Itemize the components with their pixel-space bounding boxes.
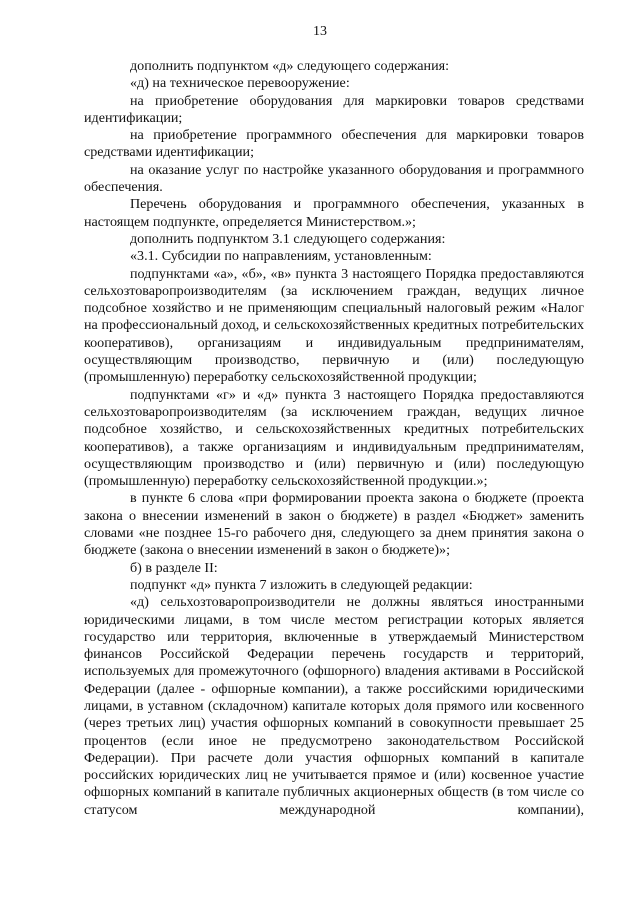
page-number: 13 — [313, 24, 327, 39]
paragraph-technical-reequipment: «д) на техническое перевооружение: — [130, 75, 350, 92]
paragraph-subpoint-d-point-7: подпункт «д» пункта 7 изложить в следующей редакции: — [130, 576, 473, 593]
paragraph-section-ii: б) в разделе II: — [130, 559, 218, 576]
paragraph-add-subpoint-d: дополнить подпунктом «д» следующего содержания: — [130, 58, 450, 74]
paragraph-offshore-companies: «д) сельхозтоваропроизводители не должны являться иностранными юридическими лицами, в том числе местом регистрации которых является государство или территория, включенные в утверждаемый Министерством финансов Российской Федерации перечень государств и территорий, используемых для промежуточного (офшорного) владения активами в Российской Федерации (далее - офшорные компании), а также российскими юридическими лицами, в уставном (складочном) капитале которых доля прямого или косвенного (через третьих лиц) участия офшорных компаний в совокупности превышает 25 процентов (если иное не предусмотрено законодательством Российской Федерации). При расчете доли участия офшорных компаний в капитале российских юридических лиц не учитывается прямое и (или) косвенное участие офшорных компаний в капитале публичных акционерных обществ (в том числе со статусом международной компании), — [84, 594, 584, 818]
paragraph-point-6: в пункте 6 слова «при формировании проекта закона о бюджете (проекта закона о внесении изменений в закон о бюджете) в раздел «Бюджет» заменить словами «не позднее 15-го рабочего дня, следующего за днем принятия закона о бюджете (закона о внесении изменений в закон о бюджете)»; — [84, 490, 584, 559]
document-body — [84, 58, 584, 819]
paragraph-subsidies-directions: «3.1. Субсидии по направлениям, установленным: — [130, 248, 432, 265]
paragraph-equipment-purchase: на приобретение оборудования для маркировки товаров средствами идентификации; — [84, 92, 584, 126]
paragraph-subpoints-gd: подпунктами «г» и «д» пункта 3 настоящего Порядка предоставляются сельхозтоваропроизводителям (за исключением граждан, ведущих личное подсобное хозяйство, и сельскохозяйственных кредитных потребительских кооперативов), а также организациям и индивидуальным предпринимателям, осуществляющим производство и (или) первичную и (или) последующую (промышленную) переработку сельскохозяйственной продукции.»; — [84, 386, 584, 490]
paragraph-add-subpoint-3-1: дополнить подпунктом 3.1 следующего содержания: — [130, 230, 446, 247]
paragraph-setup-services: на оказание услуг по настройке указанного оборудования и программного обеспечения. — [84, 161, 584, 196]
paragraph-equipment-list: Перечень оборудования и программного обеспечения, указанных в настоящем подпункте, определяется Министерством.»; — [84, 196, 584, 230]
paragraph-software-purchase: на приобретение программного обеспечения для маркировки товаров средствами идентификации; — [84, 127, 584, 161]
paragraph-subpoints-abv: подпунктами «а», «б», «в» пункта 3 настоящего Порядка предоставляются сельхозтоваропроизводителям (за исключением граждан, ведущих личное подсобное хозяйство и не применяющим специальный налоговый режим «Налог на профессиональный доход, и сельскохозяйственных кредитных потребительских кооперативов), организациям и индивидуальным предпринимателям, осуществляющим производство, первичную и (или) последующую (промышленную) переработку сельскохозяйственной продукции; — [84, 265, 584, 386]
